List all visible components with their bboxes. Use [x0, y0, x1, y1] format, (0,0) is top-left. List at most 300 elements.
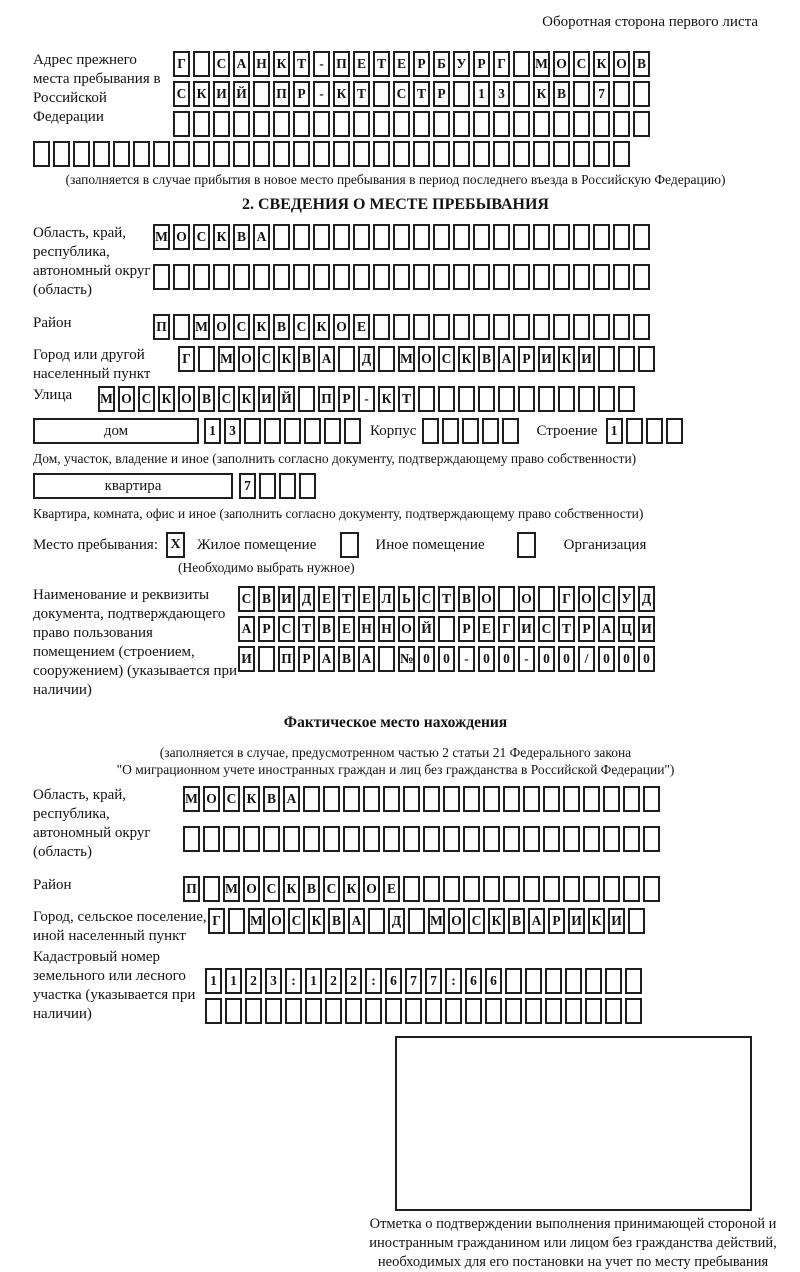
char-cell: С: [173, 81, 190, 107]
char-cell: [573, 141, 590, 167]
char-cell: [633, 111, 650, 137]
char-cell: -: [358, 386, 375, 412]
char-cell: И: [238, 646, 255, 672]
char-cell: [573, 314, 590, 340]
char-cell: 7: [425, 968, 442, 994]
char-cell: О: [418, 346, 435, 372]
char-cell: [573, 81, 590, 107]
stay-option-organization-label: Организация: [563, 536, 647, 553]
char-cell: [433, 314, 450, 340]
char-cell: А: [238, 616, 255, 642]
char-cell: [523, 786, 540, 812]
char-cell: [463, 826, 480, 852]
char-cell: [173, 314, 190, 340]
char-cell: [633, 224, 650, 250]
actual-location-note-2: "О миграционном учете иностранных граждан и лиц без гражданства в Российской Федерации"): [116, 762, 675, 777]
char-cell: О: [333, 314, 350, 340]
char-cell: [304, 418, 321, 444]
char-cell: М: [398, 346, 415, 372]
char-cell: [323, 786, 340, 812]
char-cell: Д: [358, 346, 375, 372]
char-cell: В: [273, 314, 290, 340]
char-cell: И: [258, 386, 275, 412]
document-row-2: [238, 616, 658, 642]
char-cell: [462, 418, 479, 444]
char-cell: К: [333, 81, 350, 107]
char-cell: П: [273, 81, 290, 107]
char-cell: 2: [245, 968, 262, 994]
char-cell: 0: [418, 646, 435, 672]
char-cell: [403, 786, 420, 812]
char-cell: Е: [358, 586, 375, 612]
char-cell: В: [458, 586, 475, 612]
char-cell: [583, 826, 600, 852]
char-cell: [463, 876, 480, 902]
char-cell: [193, 264, 210, 290]
char-cell: [378, 346, 395, 372]
char-cell: Т: [558, 616, 575, 642]
char-cell: [173, 141, 190, 167]
char-cell: 7: [405, 968, 422, 994]
char-cell: [73, 141, 90, 167]
actual-district-field: [33, 876, 758, 906]
char-cell: У: [618, 586, 635, 612]
document-row-3: [238, 646, 658, 672]
char-cell: [233, 141, 250, 167]
actual-region-label: Область, край, республика, автономный округ (область): [33, 787, 151, 860]
char-cell: [493, 314, 510, 340]
char-cell: [423, 826, 440, 852]
city-field: [33, 346, 758, 384]
char-cell: [618, 346, 635, 372]
char-cell: 2: [325, 968, 342, 994]
char-cell: [393, 141, 410, 167]
char-cell: [503, 876, 520, 902]
document-grid-column: [238, 586, 658, 676]
char-cell: М: [98, 386, 115, 412]
char-cell: [638, 346, 655, 372]
char-cell: [643, 786, 660, 812]
char-cell: [253, 111, 270, 137]
char-cell: [393, 111, 410, 137]
char-cell: О: [118, 386, 135, 412]
char-cell: -: [313, 51, 330, 77]
char-cell: [353, 111, 370, 137]
korpus-cells: [422, 418, 522, 444]
char-cell: [605, 968, 622, 994]
char-cell: К: [308, 908, 325, 934]
char-cell: К: [343, 876, 360, 902]
char-cell: О: [398, 616, 415, 642]
char-cell: В: [233, 224, 250, 250]
char-cell: [493, 111, 510, 137]
char-cell: Е: [318, 586, 335, 612]
street-field: [33, 386, 758, 416]
char-cell: [433, 224, 450, 250]
char-cell: [373, 141, 390, 167]
char-cell: [353, 224, 370, 250]
char-cell: [553, 224, 570, 250]
char-cell: [273, 111, 290, 137]
confirmation-stamp-box: [395, 1036, 752, 1211]
char-cell: 1: [204, 418, 221, 444]
korpus-label: Корпус: [370, 423, 417, 439]
char-cell: И: [278, 586, 295, 612]
char-cell: [213, 141, 230, 167]
char-cell: К: [253, 314, 270, 340]
char-cell: О: [178, 386, 195, 412]
char-cell: 6: [385, 968, 402, 994]
actual-location-title: Фактическое место нахождения: [283, 714, 508, 731]
char-cell: Й: [278, 386, 295, 412]
char-cell: С: [258, 346, 275, 372]
char-cell: С: [278, 616, 295, 642]
char-cell: [543, 826, 560, 852]
char-cell: [513, 314, 530, 340]
char-cell: [543, 876, 560, 902]
char-cell: [244, 418, 261, 444]
char-cell: [453, 264, 470, 290]
char-cell: [513, 264, 530, 290]
char-cell: Е: [353, 314, 370, 340]
char-cell: [405, 998, 422, 1024]
char-cell: [513, 141, 530, 167]
char-cell: [628, 908, 645, 934]
char-cell: [413, 141, 430, 167]
actual-city-label: Город, сельское поселение, иной населенный пункт: [33, 909, 207, 944]
char-cell: [553, 264, 570, 290]
char-cell: Й: [418, 616, 435, 642]
char-cell: [443, 786, 460, 812]
prev-address-block: [33, 51, 758, 141]
char-cell: [553, 314, 570, 340]
char-cell: [413, 314, 430, 340]
char-cell: С: [393, 81, 410, 107]
char-cell: О: [238, 346, 255, 372]
page-side-note: Оборотная сторона первого листа: [542, 14, 758, 30]
char-cell: [343, 786, 360, 812]
char-cell: Д: [638, 586, 655, 612]
char-cell: [373, 111, 390, 137]
char-cell: [545, 968, 562, 994]
char-cell: [613, 224, 630, 250]
char-cell: 0: [558, 646, 575, 672]
city-row: [178, 346, 658, 372]
char-cell: [478, 386, 495, 412]
char-cell: [343, 826, 360, 852]
char-cell: [213, 264, 230, 290]
char-cell: Т: [373, 51, 390, 77]
char-cell: 2: [345, 968, 362, 994]
char-cell: 3: [224, 418, 241, 444]
char-cell: Д: [388, 908, 405, 934]
char-cell: М: [153, 224, 170, 250]
char-cell: [598, 386, 615, 412]
char-cell: [353, 264, 370, 290]
char-cell: [53, 141, 70, 167]
char-cell: [233, 111, 250, 137]
char-cell: [413, 224, 430, 250]
char-cell: [482, 418, 499, 444]
char-cell: [502, 418, 519, 444]
char-cell: [193, 141, 210, 167]
char-cell: 1: [606, 418, 623, 444]
char-cell: [153, 264, 170, 290]
char-cell: [498, 586, 515, 612]
char-cell: Н: [358, 616, 375, 642]
char-cell: [183, 826, 200, 852]
cadastral-row-1: [205, 968, 645, 994]
char-cell: И: [568, 908, 585, 934]
char-cell: [253, 81, 270, 107]
char-cell: К: [283, 876, 300, 902]
stroenie-label: Строение: [536, 423, 598, 439]
char-cell: [153, 141, 170, 167]
char-cell: [338, 346, 355, 372]
char-cell: 1: [225, 968, 242, 994]
char-cell: [533, 264, 550, 290]
char-cell: [413, 264, 430, 290]
char-cell: С: [468, 908, 485, 934]
char-cell: [473, 224, 490, 250]
char-cell: [383, 826, 400, 852]
char-cell: Т: [413, 81, 430, 107]
stay-type-note: (Необходимо выбрать нужное): [178, 560, 355, 575]
char-cell: [425, 998, 442, 1024]
char-cell: [225, 998, 242, 1024]
char-cell: [485, 998, 502, 1024]
apartment-type-box: квартира: [33, 473, 233, 499]
char-cell: П: [278, 646, 295, 672]
char-cell: [378, 646, 395, 672]
char-cell: [353, 141, 370, 167]
char-cell: С: [218, 386, 235, 412]
char-cell: [193, 51, 210, 77]
char-cell: К: [593, 51, 610, 77]
char-cell: [203, 876, 220, 902]
char-cell: И: [213, 81, 230, 107]
char-cell: [593, 264, 610, 290]
char-cell: [198, 346, 215, 372]
char-cell: [513, 51, 530, 77]
char-cell: В: [553, 81, 570, 107]
char-cell: М: [428, 908, 445, 934]
district-field: [33, 314, 758, 344]
stay-type-row: [33, 532, 758, 558]
district-label: Район: [33, 315, 72, 331]
char-cell: [643, 826, 660, 852]
char-cell: Л: [378, 586, 395, 612]
char-cell: [442, 418, 459, 444]
char-cell: Е: [478, 616, 495, 642]
char-cell: [33, 141, 50, 167]
char-cell: [298, 386, 315, 412]
char-cell: [393, 264, 410, 290]
char-cell: [253, 141, 270, 167]
street-row: [98, 386, 638, 412]
char-cell: С: [418, 586, 435, 612]
char-cell: [613, 264, 630, 290]
char-cell: П: [318, 386, 335, 412]
char-cell: [545, 998, 562, 1024]
char-cell: Р: [458, 616, 475, 642]
actual-region-row-2: [183, 826, 663, 852]
stay-type-label: Место пребывания:: [33, 536, 158, 553]
char-cell: [533, 224, 550, 250]
char-cell: [373, 314, 390, 340]
char-cell: М: [218, 346, 235, 372]
char-cell: [613, 111, 630, 137]
char-cell: [133, 141, 150, 167]
char-cell: Г: [493, 51, 510, 77]
char-cell: Е: [338, 616, 355, 642]
char-cell: А: [528, 908, 545, 934]
char-cell: [453, 314, 470, 340]
char-cell: [438, 616, 455, 642]
char-cell: [345, 998, 362, 1024]
char-cell: [613, 81, 630, 107]
char-cell: [293, 141, 310, 167]
actual-region-field: [33, 786, 758, 862]
char-cell: П: [153, 314, 170, 340]
char-cell: О: [578, 586, 595, 612]
char-cell: О: [613, 51, 630, 77]
prev-address-row-3: [173, 111, 653, 137]
char-cell: 0: [618, 646, 635, 672]
house-row: [33, 418, 758, 448]
actual-region-grid-column: [183, 786, 663, 856]
char-cell: :: [365, 968, 382, 994]
char-cell: Г: [498, 616, 515, 642]
char-cell: [533, 141, 550, 167]
checkbox-organization: [517, 532, 536, 558]
char-cell: Й: [233, 81, 250, 107]
char-cell: Ь: [398, 586, 415, 612]
cadastral-grid-column: [205, 948, 645, 1028]
char-cell: А: [358, 646, 375, 672]
char-cell: [533, 111, 550, 137]
actual-region-row-1: [183, 786, 663, 812]
char-cell: [605, 998, 622, 1024]
char-cell: П: [333, 51, 350, 77]
actual-city-row: [208, 908, 648, 934]
char-cell: [453, 81, 470, 107]
char-cell: С: [438, 346, 455, 372]
char-cell: А: [253, 224, 270, 250]
char-cell: [493, 264, 510, 290]
char-cell: [213, 111, 230, 137]
char-cell: [523, 876, 540, 902]
char-cell: [453, 141, 470, 167]
char-cell: [344, 418, 361, 444]
char-cell: [585, 968, 602, 994]
char-cell: 0: [498, 646, 515, 672]
char-cell: [325, 998, 342, 1024]
checkbox-other-premises: [340, 532, 359, 558]
char-cell: [603, 826, 620, 852]
section2-title: 2. СВЕДЕНИЯ О МЕСТЕ ПРЕБЫВАНИЯ: [242, 196, 549, 213]
char-cell: [593, 141, 610, 167]
char-cell: [324, 418, 341, 444]
char-cell: 3: [493, 81, 510, 107]
char-cell: [193, 111, 210, 137]
char-cell: [363, 786, 380, 812]
char-cell: [473, 111, 490, 137]
char-cell: [438, 386, 455, 412]
char-cell: [113, 141, 130, 167]
char-cell: [333, 141, 350, 167]
char-cell: К: [558, 346, 575, 372]
char-cell: К: [458, 346, 475, 372]
char-cell: [593, 314, 610, 340]
char-cell: [273, 264, 290, 290]
actual-district-label: Район: [33, 877, 72, 893]
confirmation-stamp-caption: Отметка о подтверждении выполнения принимающей стороной и иностранным гражданином или лицом без гражданства действий, необходимых для его постановки на учет по месту пребывания: [369, 1216, 777, 1270]
document-row-1: [238, 586, 658, 612]
stay-option-other-label: Иное помещение: [375, 536, 485, 553]
char-cell: О: [478, 586, 495, 612]
char-cell: Р: [298, 646, 315, 672]
char-cell: В: [318, 616, 335, 642]
char-cell: 0: [538, 646, 555, 672]
char-cell: К: [238, 386, 255, 412]
char-cell: 0: [438, 646, 455, 672]
char-cell: В: [263, 786, 280, 812]
char-cell: [573, 264, 590, 290]
char-cell: -: [313, 81, 330, 107]
char-cell: [533, 314, 550, 340]
cadastral-label: Кадастровый номер земельного или лесного участка (указывается при наличии): [33, 949, 196, 1022]
char-cell: [418, 386, 435, 412]
char-cell: С: [573, 51, 590, 77]
char-cell: [473, 141, 490, 167]
char-cell: [408, 908, 425, 934]
char-cell: [503, 786, 520, 812]
char-cell: П: [183, 876, 200, 902]
char-cell: И: [638, 616, 655, 642]
char-cell: 6: [465, 968, 482, 994]
char-cell: [493, 141, 510, 167]
char-cell: [423, 876, 440, 902]
cadastral-field: [33, 948, 758, 1028]
char-cell: Н: [378, 616, 395, 642]
apartment-note: Квартира, комната, офис и иное (заполнить согласно документу, подтверждающему право собственности): [33, 506, 644, 521]
char-cell: [303, 786, 320, 812]
char-cell: [483, 826, 500, 852]
char-cell: С: [288, 908, 305, 934]
char-cell: В: [633, 51, 650, 77]
char-cell: [253, 264, 270, 290]
char-cell: [538, 386, 555, 412]
char-cell: [563, 786, 580, 812]
char-cell: [373, 224, 390, 250]
char-cell: [313, 111, 330, 137]
char-cell: [403, 876, 420, 902]
char-cell: [313, 264, 330, 290]
region-field: [33, 224, 758, 300]
prev-address-row-4: [33, 141, 758, 167]
char-cell: [228, 908, 245, 934]
char-cell: В: [478, 346, 495, 372]
char-cell: [93, 141, 110, 167]
char-cell: [625, 968, 642, 994]
apartment-row: [33, 473, 758, 503]
char-cell: [643, 876, 660, 902]
char-cell: [633, 314, 650, 340]
char-cell: К: [193, 81, 210, 107]
char-cell: [245, 998, 262, 1024]
char-cell: /: [578, 646, 595, 672]
